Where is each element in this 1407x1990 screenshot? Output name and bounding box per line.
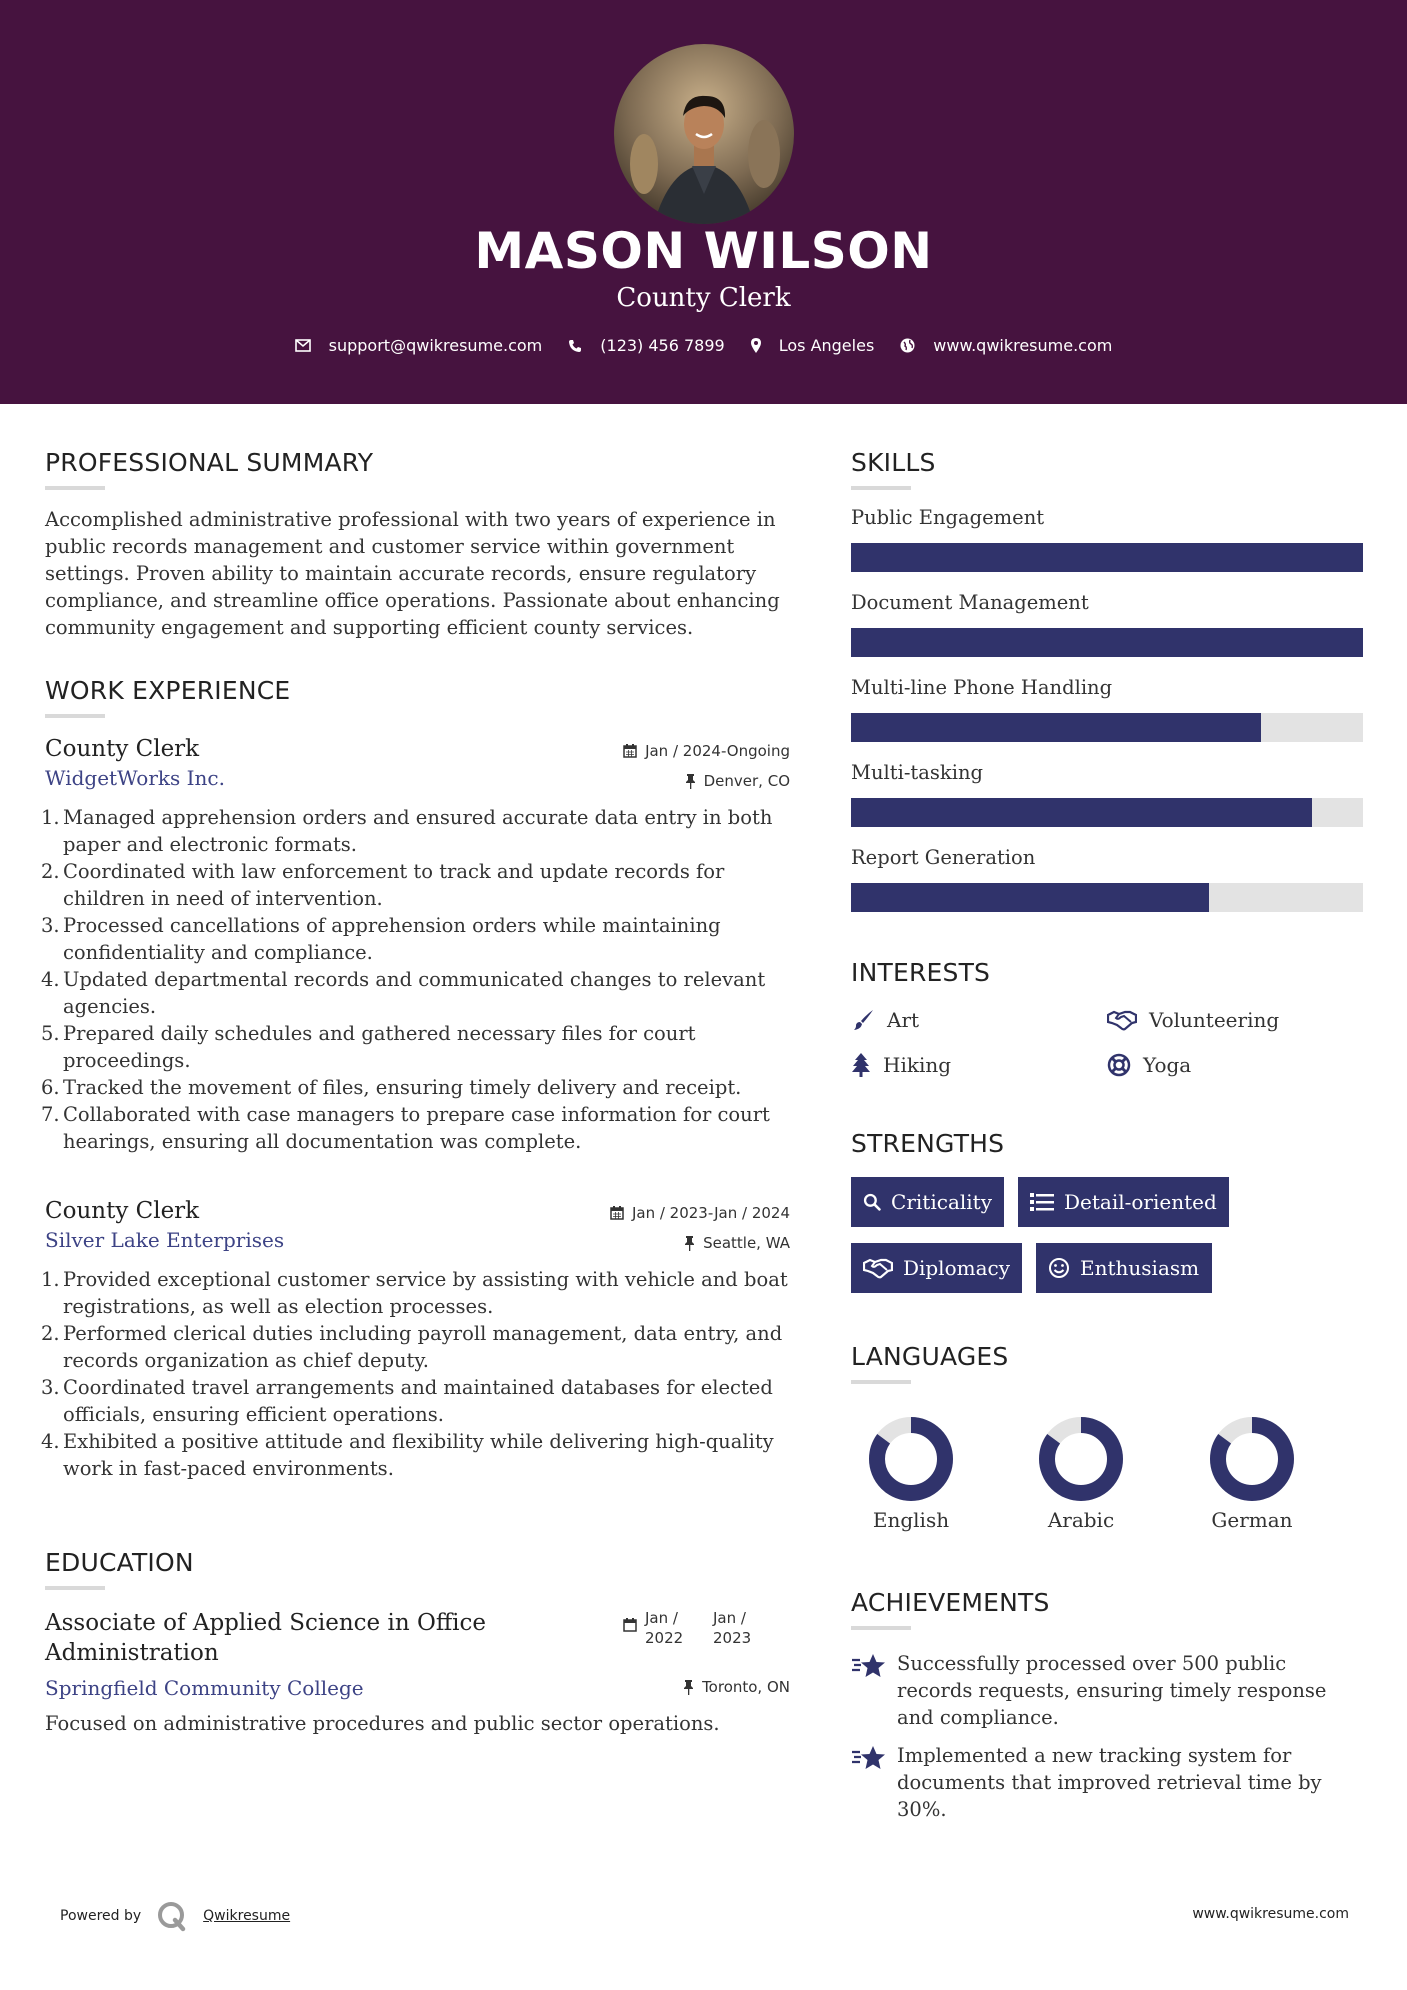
skill-item <box>851 506 1363 591</box>
achievement-text: Implemented a new tracking system for documents that improved retrieval time by 30%. <box>897 1744 1322 1821</box>
education-note: Focused on administrative procedures and public sector operations. <box>45 1712 720 1735</box>
skill-bar-fill <box>851 628 1363 657</box>
profile-photo <box>614 44 794 224</box>
candidate-title: County Clerk <box>616 283 791 313</box>
skill-bar-fill <box>851 798 1312 827</box>
envelope-icon <box>295 339 311 352</box>
job-location-text: Denver, CO <box>703 772 790 790</box>
job-dates <box>623 742 790 760</box>
skill-bar-fill <box>851 543 1363 572</box>
star-icon <box>851 1652 887 1680</box>
list-item: 1. Provided exceptional customer service by assisting with vehicle and boat registrations, as well as election processes. <box>41 1268 788 1318</box>
lifering-icon <box>1107 1053 1131 1077</box>
list-item: 7. Collaborated with case managers to prepare case information for court hearings, ensuring all documentation was complete. <box>41 1103 770 1153</box>
interest-label: Volunteering <box>1149 1008 1280 1032</box>
list-item: 2. Coordinated with law enforcement to track and update records for children in need of intervention. <box>41 860 725 910</box>
footer-branding <box>60 1899 290 1933</box>
interest-label: Hiking <box>883 1053 952 1077</box>
calendar-icon <box>623 744 637 758</box>
skill-name: Multi-line Phone Handling <box>851 676 1113 699</box>
summary-heading: PROFESSIONAL SUMMARY <box>45 448 374 477</box>
strengths-heading: STRENGTHS <box>851 1129 1005 1158</box>
qwikresume-logo-icon <box>155 1899 189 1933</box>
job-entry <box>41 1198 790 1482</box>
job-location <box>684 1234 790 1252</box>
search-icon <box>863 1191 881 1213</box>
section-divider <box>45 714 105 718</box>
pushpin-icon <box>684 1236 695 1251</box>
website-text: www.qwikresume.com <box>933 336 1113 355</box>
education-location-text: Toronto, ON <box>702 1678 790 1696</box>
skill-name: Public Engagement <box>851 506 1045 529</box>
candidate-name: MASON WILSON <box>474 222 933 280</box>
job-role: County Clerk <box>45 736 200 762</box>
achievement-text: Successfully processed over 500 public records requests, ensuring timely response and compliance. <box>897 1652 1327 1729</box>
job-duties-list <box>41 804 790 1155</box>
job-role: County Clerk <box>45 1198 200 1224</box>
paintbrush-icon <box>851 1008 875 1032</box>
section-divider <box>851 1626 911 1630</box>
contact-email[interactable] <box>295 336 543 355</box>
pushpin-icon <box>685 774 696 789</box>
education-heading: EDUCATION <box>45 1548 194 1577</box>
strength-label: Detail-oriented <box>1064 1190 1217 1214</box>
language-item <box>1021 1414 1141 1532</box>
pushpin-icon <box>683 1680 694 1695</box>
job-duties-list <box>41 1266 790 1482</box>
skill-bar-fill <box>851 883 1209 912</box>
language-item <box>1192 1414 1312 1532</box>
skill-bar-fill <box>851 713 1261 742</box>
degree-title: Associate of Applied Science in Office Administration <box>45 1610 487 1666</box>
language-donut <box>1192 1414 1312 1504</box>
summary-section <box>45 448 790 641</box>
phone-text: (123) 456 7899 <box>600 336 725 355</box>
contact-bar <box>0 336 1407 355</box>
list-item: 1. Managed apprehension orders and ensured accurate data entry in both paper and electronic formats. <box>41 806 773 856</box>
skill-item <box>851 761 1363 846</box>
section-divider <box>45 1586 105 1590</box>
contact-website[interactable] <box>900 336 1112 355</box>
list-item: 3. Processed cancellations of apprehension orders while maintaining confidentiality and compliance. <box>41 914 721 964</box>
strength-badge <box>851 1177 1004 1227</box>
language-item <box>851 1414 971 1532</box>
education-section <box>45 1548 790 1735</box>
interest-volunteering <box>1107 1008 1279 1032</box>
strengths-section <box>851 1129 1363 1319</box>
interest-label: Yoga <box>1143 1053 1192 1077</box>
experience-section <box>41 676 790 1480</box>
skills-section <box>851 448 1363 931</box>
list-item: 5. Prepared daily schedules and gathered necessary files for court proceedings. <box>41 1022 696 1072</box>
map-marker-icon <box>751 338 761 353</box>
calendar-icon <box>610 1206 624 1220</box>
interest-label: Art <box>887 1008 920 1032</box>
interests-section <box>851 958 1363 1078</box>
education-end-date: Jan / 2023 <box>713 1609 752 1647</box>
skills-list <box>851 506 1363 931</box>
job-company: WidgetWorks Inc. <box>45 766 225 790</box>
skill-item <box>851 676 1363 761</box>
achievements-section <box>851 1588 1363 1821</box>
section-divider <box>851 1380 911 1384</box>
calendar-icon <box>623 1618 637 1632</box>
header-banner <box>0 0 1407 404</box>
brand-link[interactable]: Qwikresume <box>203 1908 291 1924</box>
tree-icon <box>851 1053 871 1077</box>
language-donut <box>851 1414 971 1504</box>
education-entry <box>45 1608 790 1737</box>
skills-heading: SKILLS <box>851 448 936 477</box>
interest-hiking <box>851 1053 951 1077</box>
interest-yoga <box>1107 1053 1191 1077</box>
list-item: 4. Updated departmental records and communicated changes to relevant agencies. <box>41 968 766 1018</box>
job-entry <box>41 736 790 1155</box>
education-dates <box>623 1608 753 1648</box>
education-location <box>683 1678 790 1696</box>
contact-phone[interactable] <box>568 336 724 355</box>
strength-badge <box>1036 1243 1212 1293</box>
language-label: German <box>1211 1508 1293 1532</box>
skill-bar <box>851 628 1363 657</box>
language-label: Arabic <box>1047 1508 1115 1532</box>
achievements-heading: ACHIEVEMENTS <box>851 1588 1050 1617</box>
job-location-text: Seattle, WA <box>703 1234 790 1252</box>
phone-icon <box>568 339 582 353</box>
email-text: support@qwikresume.com <box>328 336 543 355</box>
globe-icon <box>900 338 915 353</box>
skill-bar <box>851 543 1363 572</box>
location-text: Los Angeles <box>778 336 875 355</box>
summary-text: Accomplished administrative professional with two years of experience in public records management and customer service within government settings. Proven ability to maintain accurate records, ensure regulatory compliance, and streamline office operations. Passionate about enhancing community engagement and supporting efficient county services. <box>45 508 780 639</box>
skill-name: Report Generation <box>851 846 1036 869</box>
list-item: 2. Performed clerical duties including payroll management, data entry, and records organization as chief deputy. <box>41 1322 783 1372</box>
smile-icon <box>1048 1257 1070 1279</box>
job-dates <box>610 1204 790 1222</box>
interest-art <box>851 1008 919 1032</box>
handshake-icon <box>1107 1009 1137 1031</box>
list-item: 3. Coordinated travel arrangements and maintained databases for elected officials, ensuring efficient operations. <box>41 1376 773 1426</box>
list-icon <box>1030 1192 1054 1212</box>
job-location <box>685 772 790 790</box>
achievement-item <box>851 1650 1363 1731</box>
interests-heading: INTERESTS <box>851 958 991 987</box>
powered-by-label: Powered by <box>60 1908 142 1924</box>
strength-badge <box>851 1243 1022 1293</box>
skill-item <box>851 846 1363 931</box>
skill-name: Multi-tasking <box>851 761 983 784</box>
contact-location <box>751 336 875 355</box>
list-item: 6. Tracked the movement of files, ensuring timely delivery and receipt. <box>41 1076 742 1099</box>
handshake-icon <box>863 1257 893 1279</box>
language-label: English <box>872 1508 950 1532</box>
section-divider <box>45 486 105 490</box>
job-dates-text: Jan / 2024-Ongoing <box>645 742 790 760</box>
footer-url[interactable]: www.qwikresume.com <box>1192 1906 1349 1922</box>
experience-heading: WORK EXPERIENCE <box>45 676 291 705</box>
list-item: 4. Exhibited a positive attitude and flexibility while delivering high-quality work in fast-paced environments. <box>41 1430 774 1480</box>
achievement-item <box>851 1742 1363 1823</box>
strength-label: Criticality <box>891 1190 992 1214</box>
star-icon <box>851 1744 887 1772</box>
skill-bar <box>851 713 1363 742</box>
skill-bar <box>851 883 1363 912</box>
job-dates-text: Jan / 2023-Jan / 2024 <box>631 1204 790 1222</box>
school-name: Springfield Community College <box>45 1676 364 1700</box>
skill-item <box>851 591 1363 676</box>
strength-label: Diplomacy <box>902 1256 1010 1280</box>
strength-badge <box>1018 1177 1229 1227</box>
section-divider <box>851 486 911 490</box>
language-donut <box>1021 1414 1141 1504</box>
job-company: Silver Lake Enterprises <box>45 1228 285 1252</box>
strength-label: Enthusiasm <box>1080 1256 1200 1280</box>
skill-name: Document Management <box>851 591 1089 614</box>
skill-bar <box>851 798 1363 827</box>
languages-heading: LANGUAGES <box>851 1342 1009 1371</box>
education-start-date: Jan / 2022 <box>645 1609 684 1647</box>
languages-section <box>851 1342 1363 1542</box>
